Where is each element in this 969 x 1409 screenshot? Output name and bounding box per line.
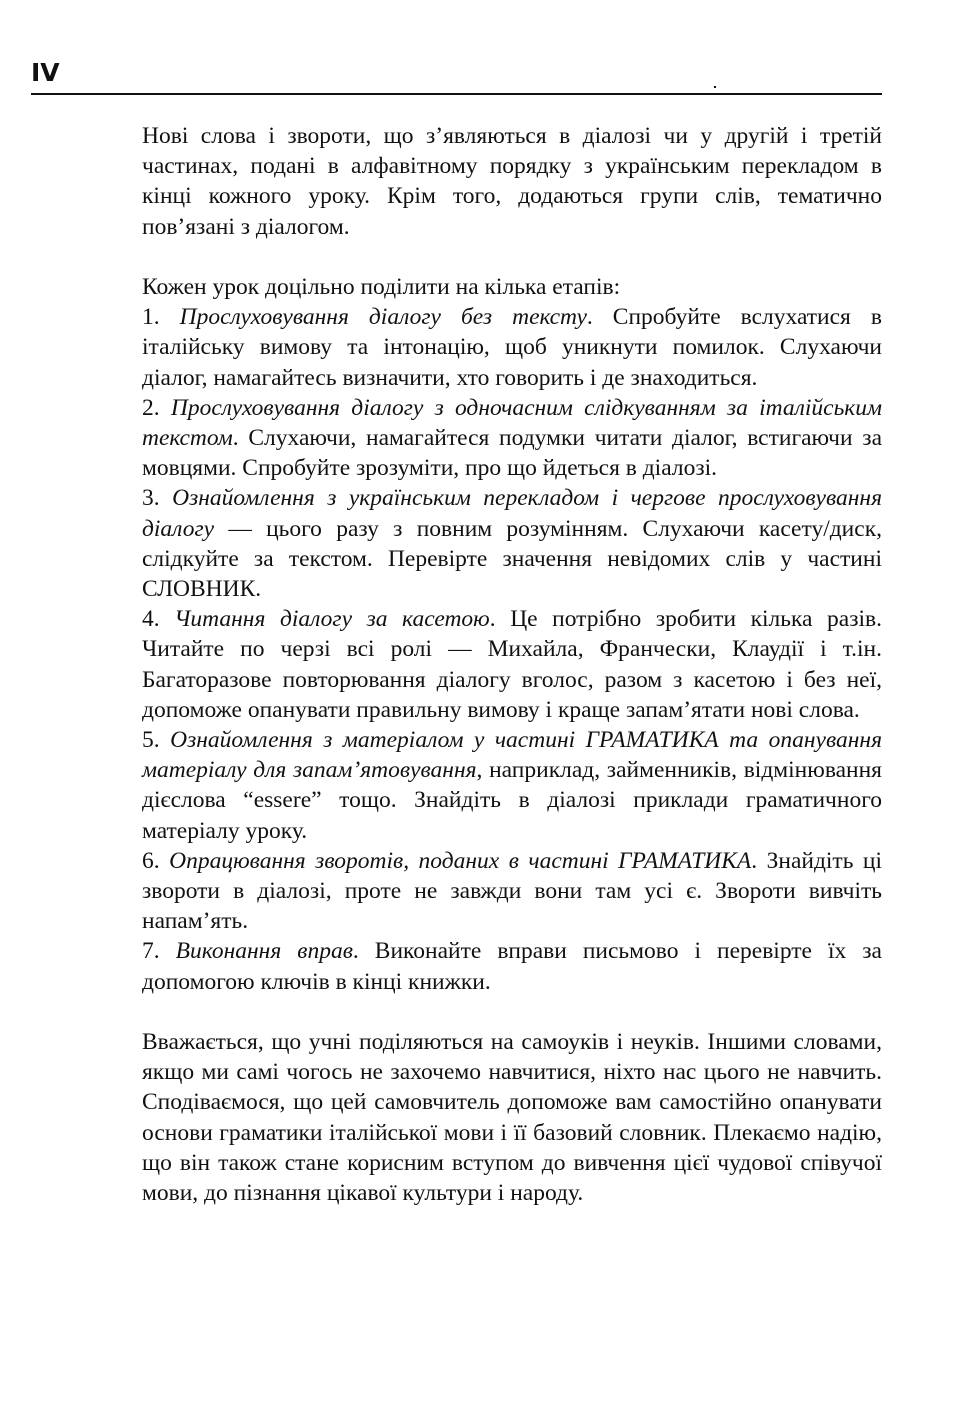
stage-text: . Слухаючи, намагайтеся подумки читати діалог, встигаючи за мовцями. Спробуйте зрозуміти, про що йдеться в діалозі. bbox=[142, 425, 882, 482]
stage-item bbox=[142, 846, 882, 937]
stage-item bbox=[142, 725, 882, 846]
stage-text: . Спробуйте вслухатися в італійську вимову та інтонацію, щоб уникнути помилок. Слухаючи діалог, намагайтесь визначити, хто говорить і де знаходиться. bbox=[142, 304, 882, 391]
stage-item bbox=[142, 604, 882, 725]
stage-text: . Знайдіть ці звороти в діалозі, проте не завжди вони там усі є. Звороти вивчіть напам’ять. bbox=[142, 847, 883, 935]
stage-title: Читання діалогу за касетою bbox=[174, 606, 490, 633]
paragraph-gap bbox=[142, 997, 882, 1027]
stage-title: Ознайомлення з українським перекладом і чергове прослуховування діалогу bbox=[142, 485, 883, 542]
stage-item bbox=[142, 936, 882, 996]
stage-number: 6. bbox=[142, 847, 170, 874]
stage-number: 1. bbox=[142, 304, 180, 331]
page-number: IV bbox=[31, 58, 60, 87]
stage-number: 2. bbox=[142, 394, 171, 421]
header-dot bbox=[714, 86, 716, 88]
stage-number: 4. bbox=[142, 606, 175, 633]
stage-item bbox=[142, 393, 882, 484]
stage-number: 3. bbox=[142, 485, 173, 512]
header-rule bbox=[31, 93, 882, 95]
paragraph-gap bbox=[142, 242, 882, 272]
stage-number: 5. bbox=[142, 727, 171, 754]
stage-item bbox=[142, 483, 882, 604]
stage-title: Прослуховування діалогу з одночасним слідкуванням за італійським текстом bbox=[142, 394, 883, 452]
stage-title: Виконання вправ bbox=[175, 938, 353, 965]
stages-lead: Кожен урок доцільно поділити на кілька етапів: bbox=[142, 274, 621, 300]
stage-item bbox=[142, 302, 882, 393]
stage-title: Ознайомлення з матеріалом у частині ГРАМАТИКА та опанування матеріалу для запам’ятовування bbox=[142, 727, 882, 784]
stage-text: — цього разу з повним розумінням. Слухаючи касету/диск, слідкуйте за текстом. Перевірте значення невідомих слів у частині СЛОВНИК. bbox=[142, 515, 882, 603]
stage-text: . Виконайте вправи письмово і перевірте їх за допомогою ключів в кінці книжки. bbox=[142, 938, 882, 995]
closing-paragraph: Вважається, що учні поділяються на самоуків і неуків. Іншими словами, якщо ми самі чогось не захочемо навчитися, ніхто нас цього не навчить. Сподіваємося, що цей самовчитель допоможе вам самостійно опанувати основи граматики італійської мови і її базовий словник. Плекаємо надію, що він також стане корисним вступом до вивчення цієї чудової співучої мови, до пізнання цікавої культури і народу. bbox=[142, 1029, 882, 1207]
stage-title: Опрацювання зворотів, поданих в частині ГРАМАТИКА bbox=[169, 847, 752, 874]
stage-number: 7. bbox=[142, 938, 176, 965]
stage-title: Прослуховування діалогу без тексту bbox=[179, 304, 587, 331]
stage-text: , наприклад, займенників, відмінювання дієслова “essere” тощо. Знайдіть в діалозі приклади граматичного матеріалу уроку. bbox=[142, 757, 882, 844]
stage-text: . Це потрібно зробити кілька разів. Читайте по черзі всі ролі — Михайла, Франчески, Клаудії і т.ін. Багаторазове повторювання діалогу вголос, разом з касетою і без неї, допоможе опанувати правильну вимову і краще запам’ятати нові слова. bbox=[142, 606, 882, 723]
page-body bbox=[142, 121, 882, 1208]
intro-paragraph: Нові слова і звороти, що з’являються в діалозі чи у другій і третій частинах, подані в алфавітному порядку з українським перекладом в кінці кожного уроку. Крім того, додаються групи слів, тематично пов’язані з діалогом. bbox=[142, 123, 882, 240]
